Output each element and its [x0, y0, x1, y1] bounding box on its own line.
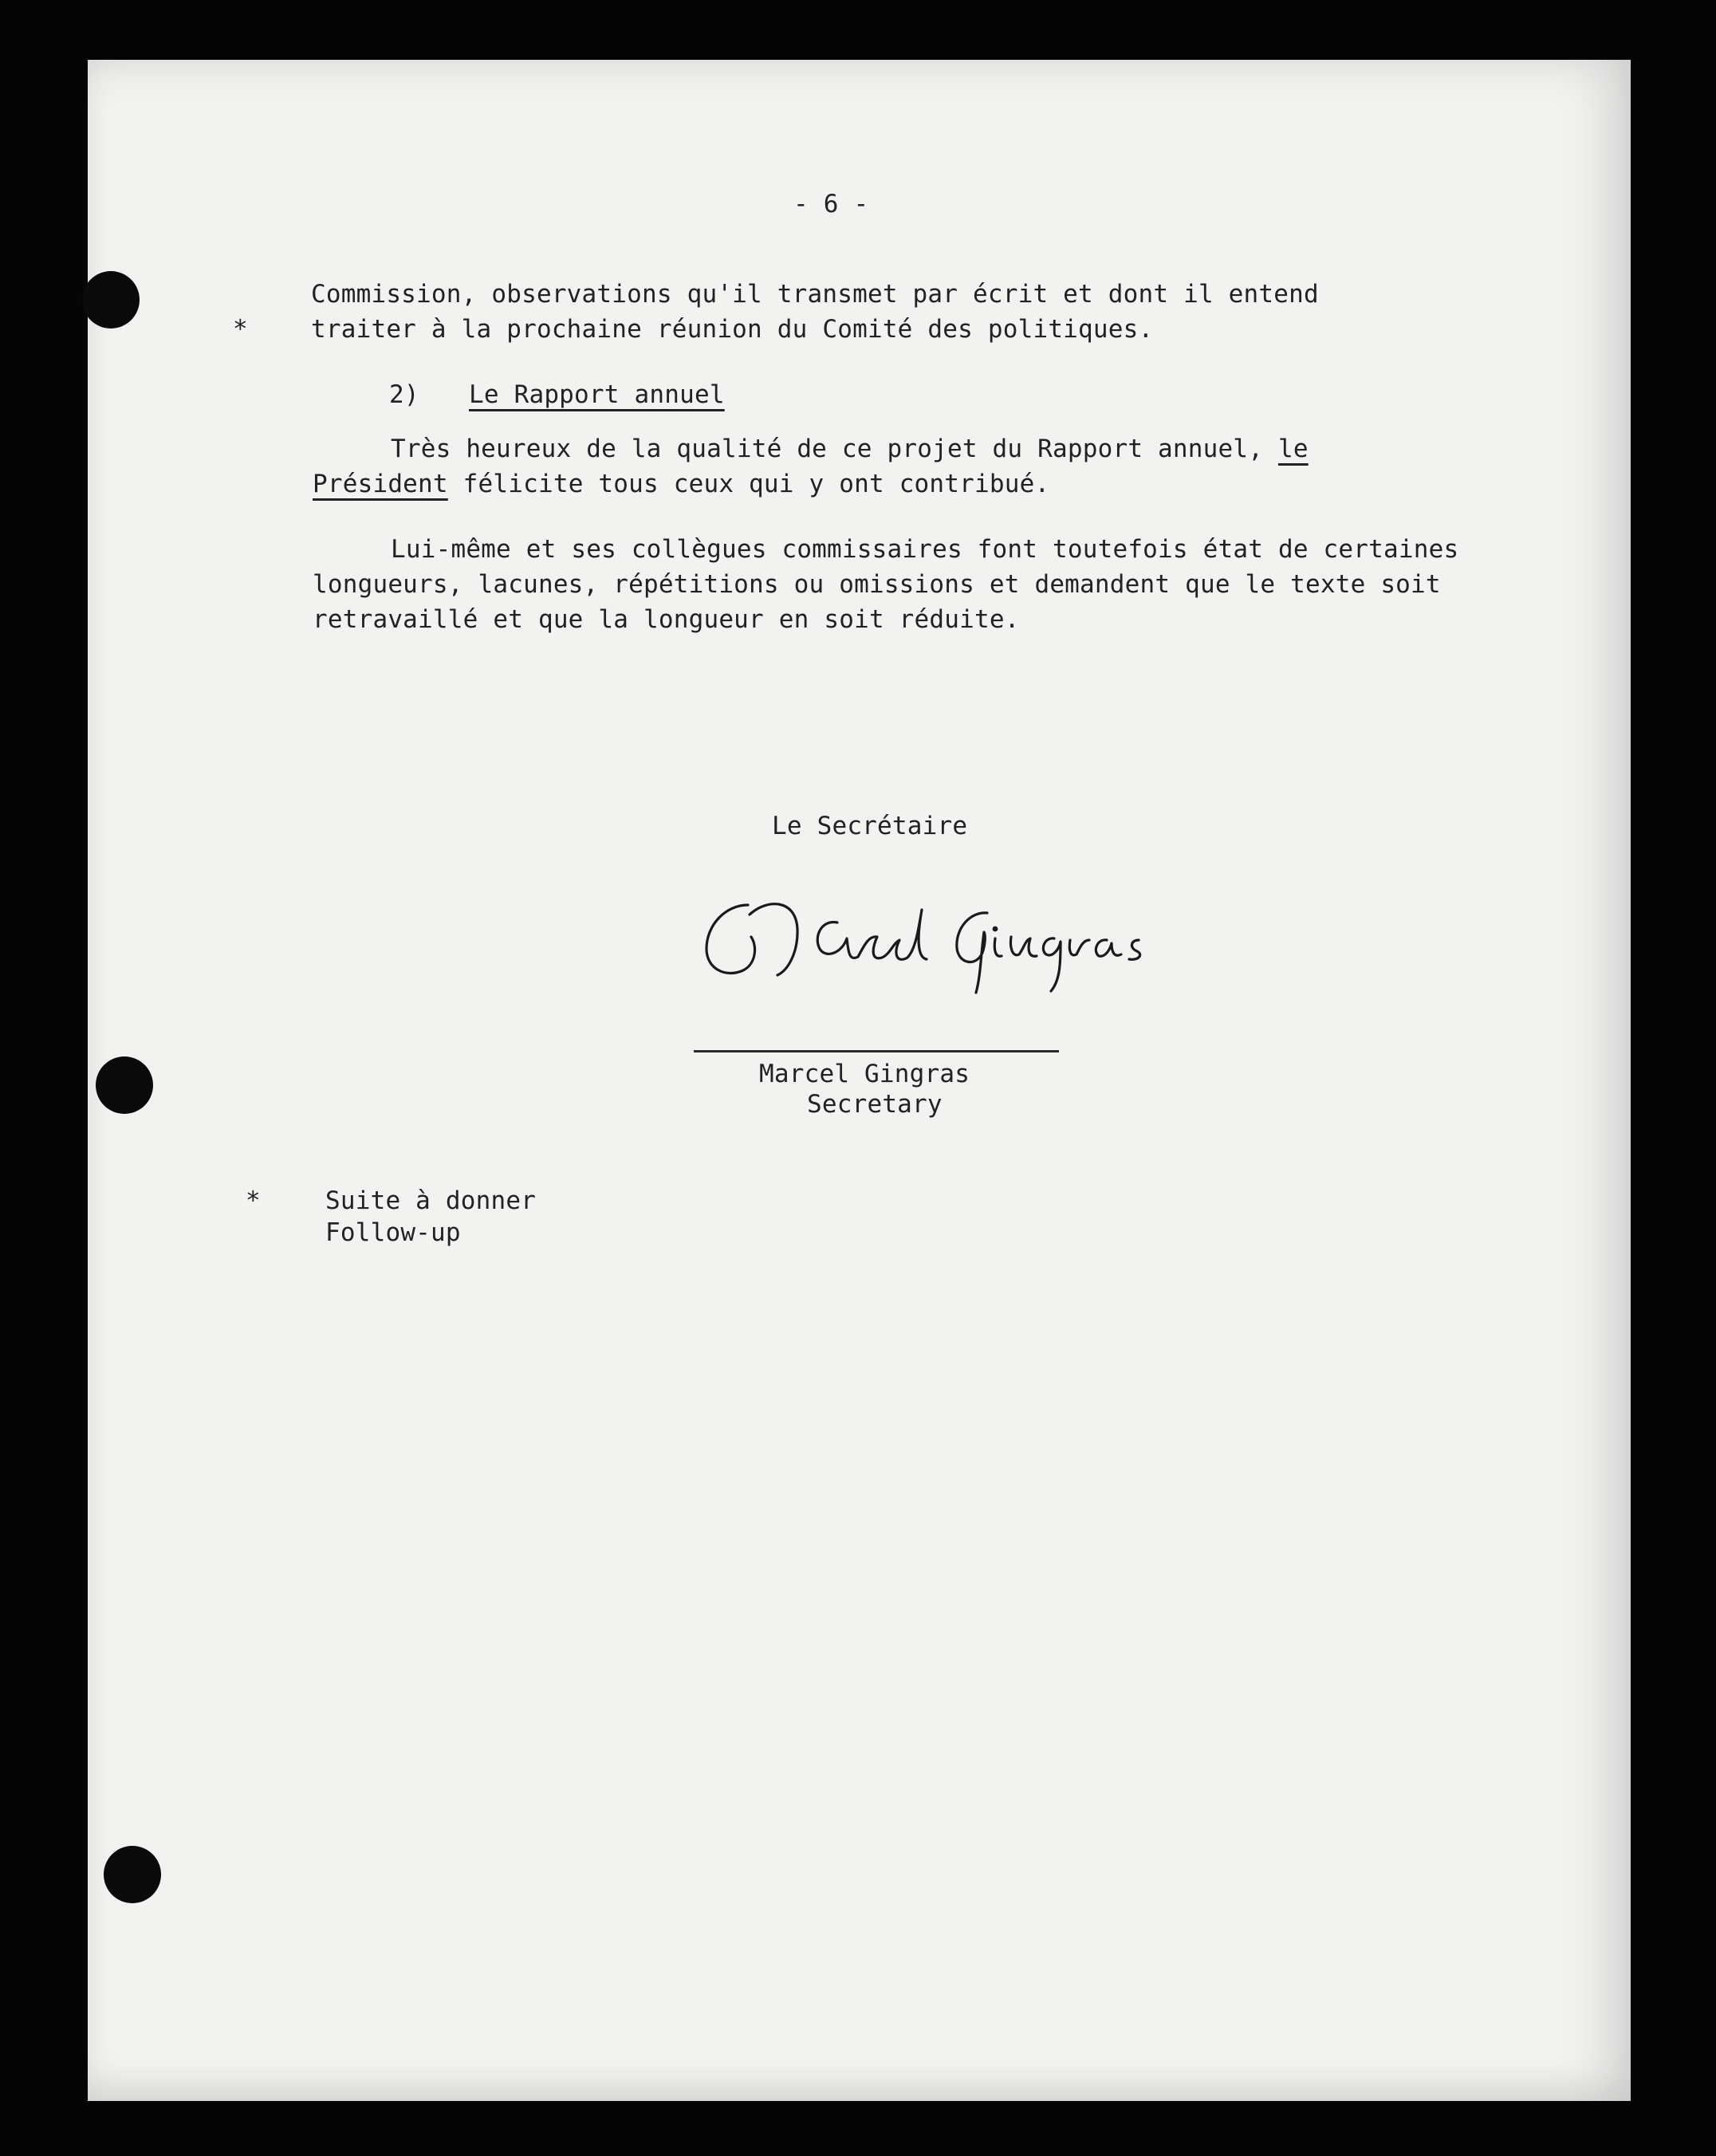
- footnote-line-1: Suite à donner: [325, 1186, 537, 1215]
- body-line-2: traiter à la prochaine réunion du Comité des politiques.: [311, 315, 1154, 344]
- closing-title: Le Secrétaire: [772, 812, 968, 840]
- signatory-name: Marcel Gingras: [759, 1060, 970, 1088]
- margin-asterisk: *: [233, 315, 248, 344]
- page-number: - 6 -: [793, 190, 869, 218]
- footnote-asterisk: *: [246, 1186, 261, 1215]
- paragraph-1-text-2: félicite tous ceux qui y ont contribué.: [447, 470, 1050, 498]
- signature: [702, 881, 1148, 1001]
- section-number: 2): [389, 380, 419, 409]
- paragraph-2-line-2: longueurs, lacunes, répétitions ou omissions et demandent que le texte soit: [313, 570, 1441, 599]
- signatory-title: Secretary: [807, 1090, 943, 1119]
- footnote-line-2: Follow-up: [325, 1218, 461, 1247]
- signature-line: [694, 1050, 1059, 1052]
- paragraph-1-line-2: [313, 467, 1049, 502]
- punch-hole-top: [82, 271, 140, 329]
- underlined-president: Président: [313, 470, 448, 498]
- body-line-1: Commission, observations qu'il transmet par écrit et dont il entend: [311, 280, 1319, 309]
- paragraph-1-line-1: [391, 432, 1309, 466]
- paragraph-2-line-1: Lui-même et ses collègues commissaires font toutefois état de certaines: [391, 535, 1459, 564]
- punch-hole-bottom: [104, 1846, 161, 1903]
- underlined-le: le: [1277, 435, 1309, 463]
- section-title: Le Rapport annuel: [469, 380, 725, 409]
- punch-hole-middle: [96, 1056, 153, 1114]
- paragraph-1-text: Très heureux de la qualité de ce projet du Rapport annuel,: [391, 435, 1278, 463]
- paragraph-2-line-3: retravaillé et que la longueur en soit réduite.: [313, 605, 1020, 634]
